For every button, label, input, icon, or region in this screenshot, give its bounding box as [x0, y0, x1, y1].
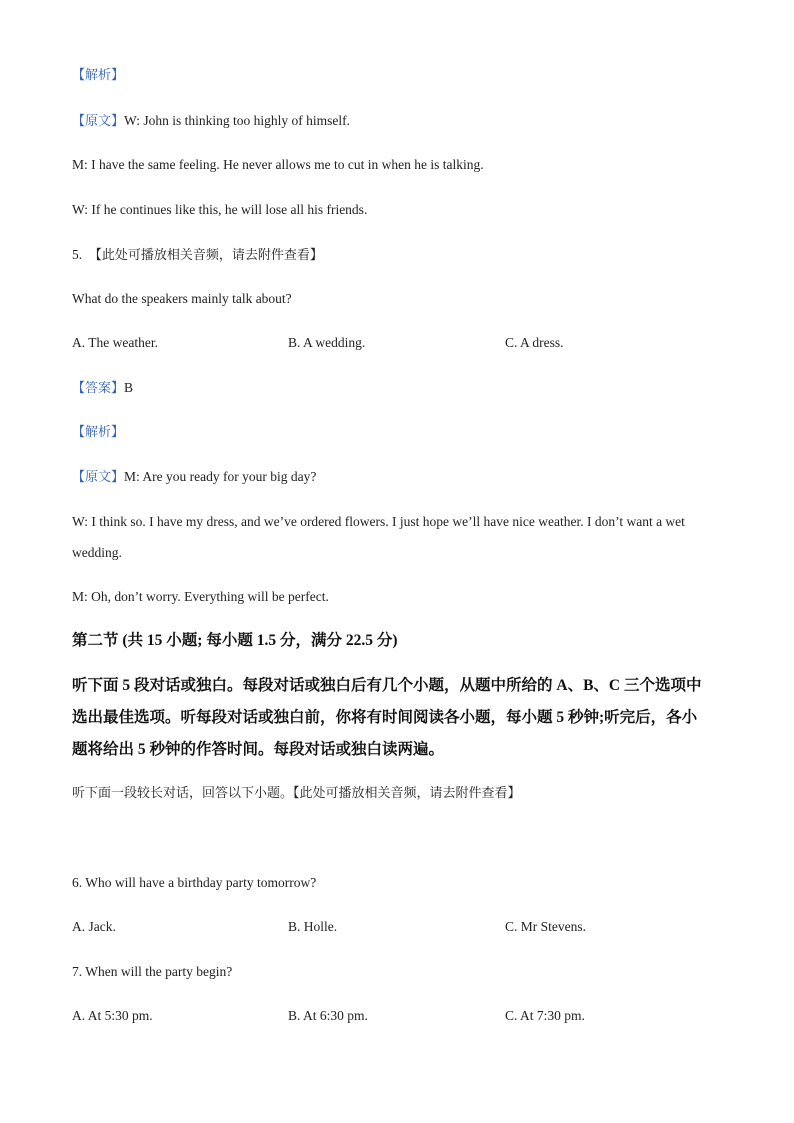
transcript-tag: 【原文】 [72, 470, 125, 485]
answer-value: B [124, 380, 134, 395]
option-b: B. At 6:30 pm. [288, 1008, 368, 1023]
answer-line [72, 379, 133, 398]
audio-note[interactable]: 【此处可播放相关音频，请去附件查看】 [88, 248, 323, 263]
transcript-line: W: I think so. I have my dress, and we’ve ordered flowers. I just hope we’ll have nice weather. I don’t want a wet [72, 514, 685, 529]
transcript-line [72, 112, 350, 131]
section-instructions: 听下面 5 段对话或独白。每段对话或独白后有几个小题，从题中所给的 A、B、C 三个选项中 [72, 677, 702, 694]
option-a: A. Jack. [72, 919, 116, 934]
transcript-line: wedding. [72, 545, 122, 560]
section-title: 第二节 (共 15 小题; 每小题 1.5 分，满分 22.5 分) [72, 632, 398, 649]
transcript-line: M: I have the same feeling. He never allows me to cut in when he is talking. [72, 157, 484, 172]
section-instructions: 题将给出 5 秒钟的作答时间。每段对话或独白读两遍。 [72, 741, 445, 758]
option-a: A. The weather. [72, 335, 158, 350]
question-text: 7. When will the party begin? [72, 964, 233, 979]
option-c: C. At 7:30 pm. [505, 1008, 585, 1023]
option-a: A. At 5:30 pm. [72, 1008, 153, 1023]
analysis-heading: 【解析】 [72, 425, 125, 440]
option-c: C. Mr Stevens. [505, 919, 586, 934]
transcript-tag: 【原文】 [72, 114, 125, 129]
question-text: What do the speakers mainly talk about? [72, 291, 292, 306]
question-text: 6. Who will have a birthday party tomorrow? [72, 875, 317, 890]
question-5-header [72, 246, 323, 265]
answer-tag: 【答案】 [72, 381, 125, 396]
question-number: 5. [72, 247, 83, 262]
listen-note[interactable]: 听下面一段较长对话，回答以下小题。【此处可播放相关音频，请去附件查看】 [72, 786, 521, 801]
option-b: B. Holle. [288, 919, 338, 934]
option-c: C. A dress. [505, 335, 564, 350]
analysis-heading: 【解析】 [72, 68, 125, 83]
transcript-text: W: John is thinking too highly of himself. [124, 113, 351, 128]
transcript-line: M: Oh, don’t worry. Everything will be perfect. [72, 589, 329, 604]
section-instructions: 选出最佳选项。听每段对话或独白前，你将有时间阅读各小题，每小题 5 秒钟;听完后，各小 [72, 709, 698, 726]
option-b: B. A wedding. [288, 335, 366, 350]
transcript-line [72, 468, 316, 487]
transcript-line: W: If he continues like this, he will lose all his friends. [72, 202, 368, 217]
transcript-text: M: Are you ready for your big day? [124, 469, 317, 484]
